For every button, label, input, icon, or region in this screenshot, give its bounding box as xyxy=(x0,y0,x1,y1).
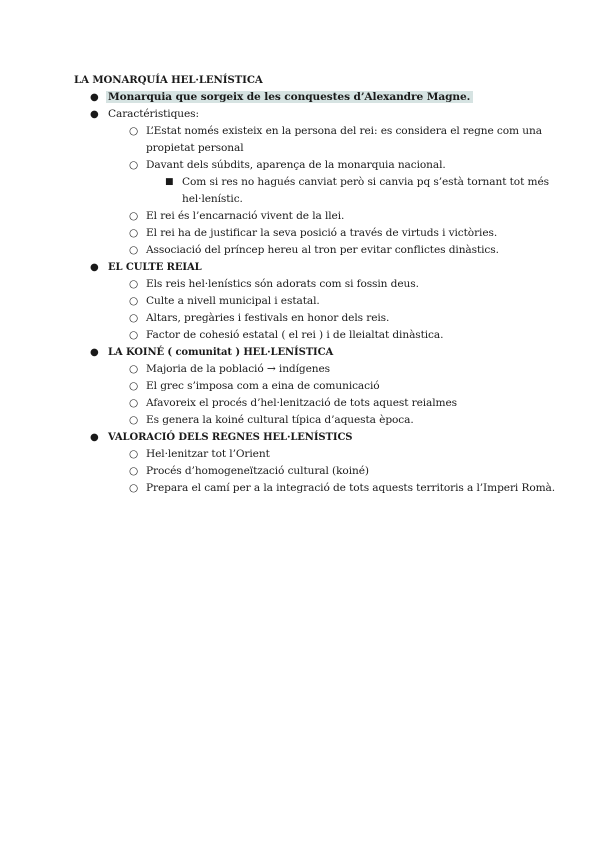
page-title: LA MONARQUÍA HEL·LENÍSTICA xyxy=(74,74,263,86)
list-item: Procés d’homogeneïtzació cultural (koiné) xyxy=(146,465,369,477)
highlighted-text: Monarquia que sorgeix de les conquestes d’Alexandre Magne. xyxy=(106,91,473,103)
list-item: Hel·lenitzar tot l’Orient xyxy=(146,448,270,460)
bullet-hollow: ○ xyxy=(129,482,139,494)
list-item: Els reis hel·lenístics són adorats com si fossin deus. xyxy=(146,278,419,290)
bullet-hollow: ○ xyxy=(129,210,139,222)
bullet-hollow: ○ xyxy=(129,159,139,171)
bullet-hollow: ○ xyxy=(129,295,139,307)
bullet-hollow: ○ xyxy=(129,244,139,256)
list-item: Caractéristiques: xyxy=(108,108,199,120)
bullet-hollow: ○ xyxy=(129,414,139,426)
list-item: L’Estat només existeix en la persona del rei: es considera el regne com una xyxy=(146,125,542,137)
bullet-filled: ● xyxy=(90,262,99,273)
bullet-filled: ● xyxy=(90,109,99,120)
bullet-filled: ● xyxy=(90,92,99,103)
list-item: Culte a nivell municipal i estatal. xyxy=(146,295,320,307)
list-item: Es genera la koiné cultural típica d’aquesta època. xyxy=(146,414,414,426)
list-item: Afavoreix el procés d’hel·lenització de tots aquest reialmes xyxy=(146,397,458,409)
list-item: Factor de cohesió estatal ( el rei ) i de lleialtat dinàstica. xyxy=(146,329,444,341)
list-item xyxy=(108,89,473,106)
section-heading: VALORACIÓ DELS REGNES HEL·LENÍSTICS xyxy=(108,432,353,443)
list-item-continuation: hel·lenístic. xyxy=(182,193,243,205)
list-item: El rei és l’encarnació vivent de la llei. xyxy=(146,210,345,222)
bullet-hollow: ○ xyxy=(129,125,139,137)
bullet-square: ■ xyxy=(165,177,174,187)
list-item: Prepara el camí per a la integració de tots aquests territoris a l’Imperi Romà. xyxy=(146,482,556,494)
bullet-hollow: ○ xyxy=(129,465,139,477)
list-item: El rei ha de justificar la seva posició a través de virtuds i victòries. xyxy=(146,227,498,239)
list-item-continuation: propietat personal xyxy=(146,142,244,154)
bullet-hollow: ○ xyxy=(129,227,139,239)
list-item: Davant dels súbdits, aparença de la monarquia nacional. xyxy=(146,159,446,171)
bullet-hollow: ○ xyxy=(129,278,139,290)
bullet-filled: ● xyxy=(90,432,99,443)
list-item: Associació del príncep hereu al tron per evitar conflictes dinàstics. xyxy=(146,244,499,256)
bullet-filled: ● xyxy=(90,347,99,358)
section-heading: LA KOINÉ ( comunitat ) HEL·LENÍSTICA xyxy=(108,347,334,358)
list-item: Altars, pregàries i festivals en honor dels reis. xyxy=(146,312,390,324)
bullet-hollow: ○ xyxy=(129,397,139,409)
list-item: Com si res no hagués canviat però si canvia pq s’està tornant tot més xyxy=(182,176,549,188)
list-item: Majoria de la població → indígenes xyxy=(146,363,330,375)
bullet-hollow: ○ xyxy=(129,448,139,460)
bullet-hollow: ○ xyxy=(129,312,139,324)
list-item: El grec s’imposa com a eina de comunicació xyxy=(146,380,380,392)
section-heading: EL CULTE REIAL xyxy=(108,262,202,273)
bullet-hollow: ○ xyxy=(129,329,139,341)
bullet-hollow: ○ xyxy=(129,380,139,392)
bullet-hollow: ○ xyxy=(129,363,139,375)
